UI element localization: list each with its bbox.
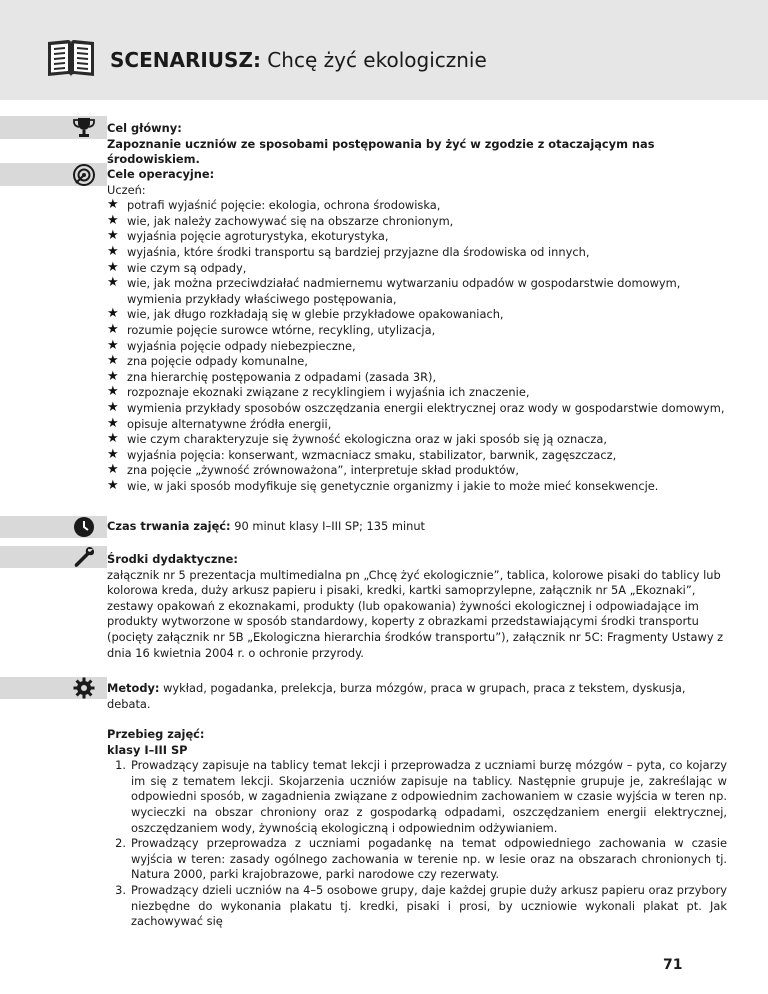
objectives-intro: Uczeń: xyxy=(107,182,146,197)
objective-item xyxy=(107,229,727,245)
star-icon: ★ xyxy=(107,337,119,353)
clock-icon xyxy=(72,515,96,539)
objective-item xyxy=(107,401,727,417)
star-icon: ★ xyxy=(107,399,119,415)
star-icon: ★ xyxy=(107,446,119,462)
objective-text: zna hierarchię postępowania z odpadami (zasada 3R), xyxy=(127,369,437,384)
star-icon: ★ xyxy=(107,353,119,369)
objective-text: wie, jak należy zachowywać się na obszarze chronionym, xyxy=(127,213,454,228)
course-step xyxy=(107,836,727,883)
target-icon xyxy=(72,163,96,187)
duration-heading: Czas trwania zajęć: xyxy=(107,519,231,533)
star-icon: ★ xyxy=(107,477,119,493)
objective-item xyxy=(107,323,727,339)
objective-text: rozpoznaje ekoznaki związane z recyklingiem i wyjaśnia ich znaczenie, xyxy=(127,385,530,400)
objective-item xyxy=(107,198,727,214)
step-text: Prowadzący zapisuje na tablicy temat lekcji i przeprowadza z uczniami burzę mózgów – pyta, co kojarzy im się z tematem lekcji. Skojarzenia uczniów zapisuje na tablicy. Następnie grupuje je, zakreślając w odpowiedni sposób, w zagadnienia związane z odpowiednim zachowaniem w czasie wyjścia w teren np. wycieczki na obszar chroniony oraz z gospodarką odpadami, oszczędzaniem energii elektrycznej, oszczędzaniem wody, żywnością ekologiczną i odpowiednim odżywianiem. xyxy=(131,758,727,835)
methods-heading: Metody: xyxy=(107,681,160,695)
course-step xyxy=(107,883,727,930)
star-icon: ★ xyxy=(107,321,119,337)
objective-text: wie, w jaki sposób modyfikuje się genetycznie organizmy i jakie to może mieć konsekwencje. xyxy=(127,478,659,493)
objective-item xyxy=(107,479,727,495)
objective-item xyxy=(107,261,727,277)
objective-text: wymienia przykłady sposobów oszczędzania energii elektrycznej oraz wody w gospodarstwie domowym, xyxy=(127,400,725,415)
star-icon: ★ xyxy=(107,259,119,275)
objective-item xyxy=(107,417,727,433)
objective-text: opisuje alternatywne źródła energii, xyxy=(127,416,332,431)
objective-item xyxy=(107,370,727,386)
star-icon: ★ xyxy=(107,431,119,447)
objectives-list xyxy=(107,198,727,494)
page-number: 71 xyxy=(663,957,683,973)
objective-text: potrafi wyjaśnić pojęcie: ekologia, ochrona środowiska, xyxy=(127,198,441,213)
step-number: 1. xyxy=(115,758,126,773)
objective-text: wyjaśnia pojęcie agroturystyka, ekoturystyka, xyxy=(127,229,389,244)
objective-item xyxy=(107,214,727,230)
step-text: Prowadzący dzieli uczniów na 4–5 osobowe grupy, daje każdej grupie duży arkusz papieru oraz przybory niezbędne do wykonania plakatu tj. kredki, pisaki i prosi, by uczniowie wykonali plakat pt. Jak zachowywać się xyxy=(131,882,727,929)
objective-text: wie czym charakteryzuje się żywność ekologiczna oraz w jaki sposób się ją oznacza, xyxy=(127,432,608,447)
objective-text: wie, jak można przeciwdziałać nadmiernemu wytwarzaniu odpadów w gospodarstwie domowym, wymienia przykłady właściwego postępowania, xyxy=(127,276,681,306)
step-number: 2. xyxy=(115,836,126,851)
course-subheading: klasy I–III SP xyxy=(107,742,188,757)
objective-text: zna pojęcie „żywność zrównoważona”, interpretuje skład produktów, xyxy=(127,463,519,478)
objective-text: wyjaśnia pojęcia: konserwant, wzmacniacz smaku, stabilizator, barwnik, zagęszczacz, xyxy=(127,447,617,462)
star-icon: ★ xyxy=(107,415,119,431)
materials-heading: Środki dydaktyczne: xyxy=(107,552,238,566)
objective-item xyxy=(107,307,727,323)
objective-text: wie czym są odpady, xyxy=(127,260,247,275)
star-icon: ★ xyxy=(107,384,119,400)
objective-item xyxy=(107,448,727,464)
star-icon: ★ xyxy=(107,228,119,244)
objectives-section xyxy=(107,167,727,494)
page-title: SCENARIUSZ: Chcę żyć ekologicznie xyxy=(110,48,487,72)
star-icon: ★ xyxy=(107,306,119,322)
step-text: Prowadzący przeprowadza z uczniami pogadankę na temat odpowiedniego zachowania w czasie wyjścia w teren: zasady ogólnego zachowania w terenie np. w lesie oraz na obszarach chronionych tj. Natura 2000, parki krajobrazowe, parki narodowe czy rezerwaty. xyxy=(131,836,727,882)
gear-icon xyxy=(72,676,96,700)
objective-item xyxy=(107,245,727,261)
objectives-heading: Cele operacyjne: xyxy=(107,167,215,181)
objective-item xyxy=(107,463,727,479)
star-icon: ★ xyxy=(107,462,119,478)
methods-section xyxy=(107,681,727,712)
objective-item xyxy=(107,385,727,401)
trophy-icon xyxy=(72,116,96,140)
objective-item xyxy=(107,276,727,307)
goal-heading: Cel główny: xyxy=(107,121,182,135)
objective-text: wyjaśnia, które środki transportu są bardziej przyjazne dla środowiska od innych, xyxy=(127,244,590,259)
book-icon xyxy=(46,37,96,79)
goal-section xyxy=(107,121,727,168)
star-icon: ★ xyxy=(107,197,119,213)
duration-section xyxy=(107,519,727,535)
materials-section xyxy=(107,552,727,661)
objective-text: wie, jak długo rozkładają się w glebie przykładowe opakowaniach, xyxy=(127,307,504,322)
wrench-icon xyxy=(72,545,96,569)
course-heading: Przebieg zajęć: xyxy=(107,727,205,741)
objective-item xyxy=(107,432,727,448)
course-step xyxy=(107,758,727,836)
course-section xyxy=(107,727,727,930)
star-icon: ★ xyxy=(107,243,119,259)
page-header xyxy=(0,0,768,100)
star-icon: ★ xyxy=(107,275,119,291)
duration-text: 90 minut klasy I–III SP; 135 minut xyxy=(230,519,426,533)
objective-item xyxy=(107,339,727,355)
objective-text: wyjaśnia pojęcie odpady niebezpieczne, xyxy=(127,338,356,353)
methods-text: wykład, pogadanka, prelekcja, burza mózgów, praca w grupach, praca z tekstem, dyskusja, debata. xyxy=(107,681,686,711)
objective-text: zna pojęcie odpady komunalne, xyxy=(127,354,308,369)
goal-text: Zapoznanie uczniów ze sposobami postępowania by żyć w zgodzie z otaczającym nas środowiskiem. xyxy=(107,136,655,167)
star-icon: ★ xyxy=(107,368,119,384)
step-number: 3. xyxy=(115,882,126,897)
materials-text: załącznik nr 5 prezentacja multimedialna pn „Chcę żyć ekologicznie”, tablica, kolorowe pisaki do tablicy lub kolorowa kreda, duży arkusz papieru i pisaki, kredki, kartki samoprzylepne, załącznik nr 5A „Ekoznaki”, zestawy opakowań z ekoznakami, produkty (lub opakowania) żywności ekologicznej i odpowiadające im produkty wytworzone w sposób standardowy, koperty z obrazkami przedstawiającymi środki transportu (pocięty załącznik nr 5B „Ekologiczna hierarchia środków transportu”), załącznik nr 5C: Fragmenty Ustawy z dnia 16 kwietnia 2004 r. o ochronie przyrody. xyxy=(107,567,724,660)
course-steps xyxy=(107,758,727,930)
objective-text: rozumie pojęcie surowce wtórne, recykling, utylizacja, xyxy=(127,322,436,337)
star-icon: ★ xyxy=(107,212,119,228)
objective-item xyxy=(107,354,727,370)
